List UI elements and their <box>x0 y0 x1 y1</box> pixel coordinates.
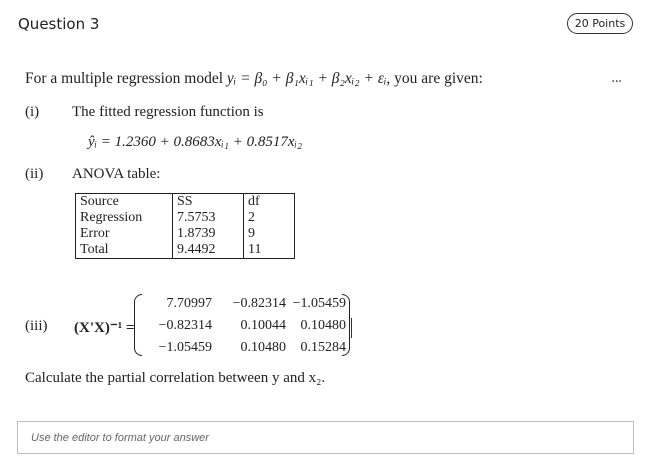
matrix-cell: −1.05459 <box>292 296 346 311</box>
anova-heading: ANOVA table: <box>72 166 161 182</box>
anova-header-cell: Source <box>76 194 173 211</box>
anova-cell: 2 <box>244 210 295 226</box>
model-equation: yᵢ = β₀ + β₁xᵢ₁ + β₂xᵢ₂ + εᵢ <box>226 70 387 87</box>
part-i-label: (i) <box>25 104 40 120</box>
matrix-left-bracket <box>134 294 142 356</box>
matrix-cell: 7.70997 <box>166 296 212 311</box>
more-horizontal-icon[interactable]: ··· <box>611 74 622 90</box>
part-iii-label: (iii) <box>25 318 48 334</box>
anova-cell: 7.5753 <box>173 210 244 226</box>
anova-row <box>76 226 295 242</box>
xtx-inverse-matrix <box>134 292 354 358</box>
task-instruction: Calculate the partial correlation between y and x₂. <box>25 370 326 386</box>
anova-cell: 1.8739 <box>173 226 244 242</box>
anova-header-cell: SS <box>173 194 244 211</box>
question-intro <box>25 70 483 88</box>
intro-prefix: For a multiple regression model <box>25 70 227 87</box>
matrix-cell: 0.10480 <box>300 318 346 333</box>
matrix-cursor-mark <box>351 318 352 338</box>
anova-row <box>76 210 295 226</box>
matrix-grid <box>142 294 346 357</box>
answer-editor[interactable] <box>17 421 634 454</box>
matrix-cell: −0.82314 <box>232 296 286 311</box>
fitted-equation: ŷᵢ = 1.2360 + 0.8683xᵢ₁ + 0.8517xᵢ₂ <box>88 134 303 150</box>
matrix-right-bracket <box>342 294 350 356</box>
matrix-label: (X'X)⁻¹ = <box>74 320 135 336</box>
question-title: Question 3 <box>18 15 100 33</box>
anova-cell: Regression <box>76 210 173 226</box>
answer-placeholder: Use the editor to format your answer <box>31 431 209 444</box>
matrix-cell: 0.15284 <box>300 340 346 355</box>
anova-cell: 11 <box>244 242 295 259</box>
anova-cell: Error <box>76 226 173 242</box>
matrix-cell: −1.05459 <box>158 340 212 355</box>
anova-cell: 9 <box>244 226 295 242</box>
matrix-cell: 0.10044 <box>240 318 286 333</box>
matrix-cell: 0.10480 <box>240 340 286 355</box>
anova-cell: 9.4492 <box>173 242 244 259</box>
anova-header-cell: df <box>244 194 295 211</box>
matrix-cell: −0.82314 <box>158 318 212 333</box>
intro-suffix: , you are given: <box>386 70 483 87</box>
part-ii-label: (ii) <box>25 166 44 182</box>
anova-header-row <box>76 194 295 211</box>
fitted-function-heading: The fitted regression function is <box>72 104 264 120</box>
anova-cell: Total <box>76 242 173 259</box>
anova-table <box>75 193 295 259</box>
points-badge: 20 Points <box>567 13 633 34</box>
anova-row <box>76 242 295 259</box>
